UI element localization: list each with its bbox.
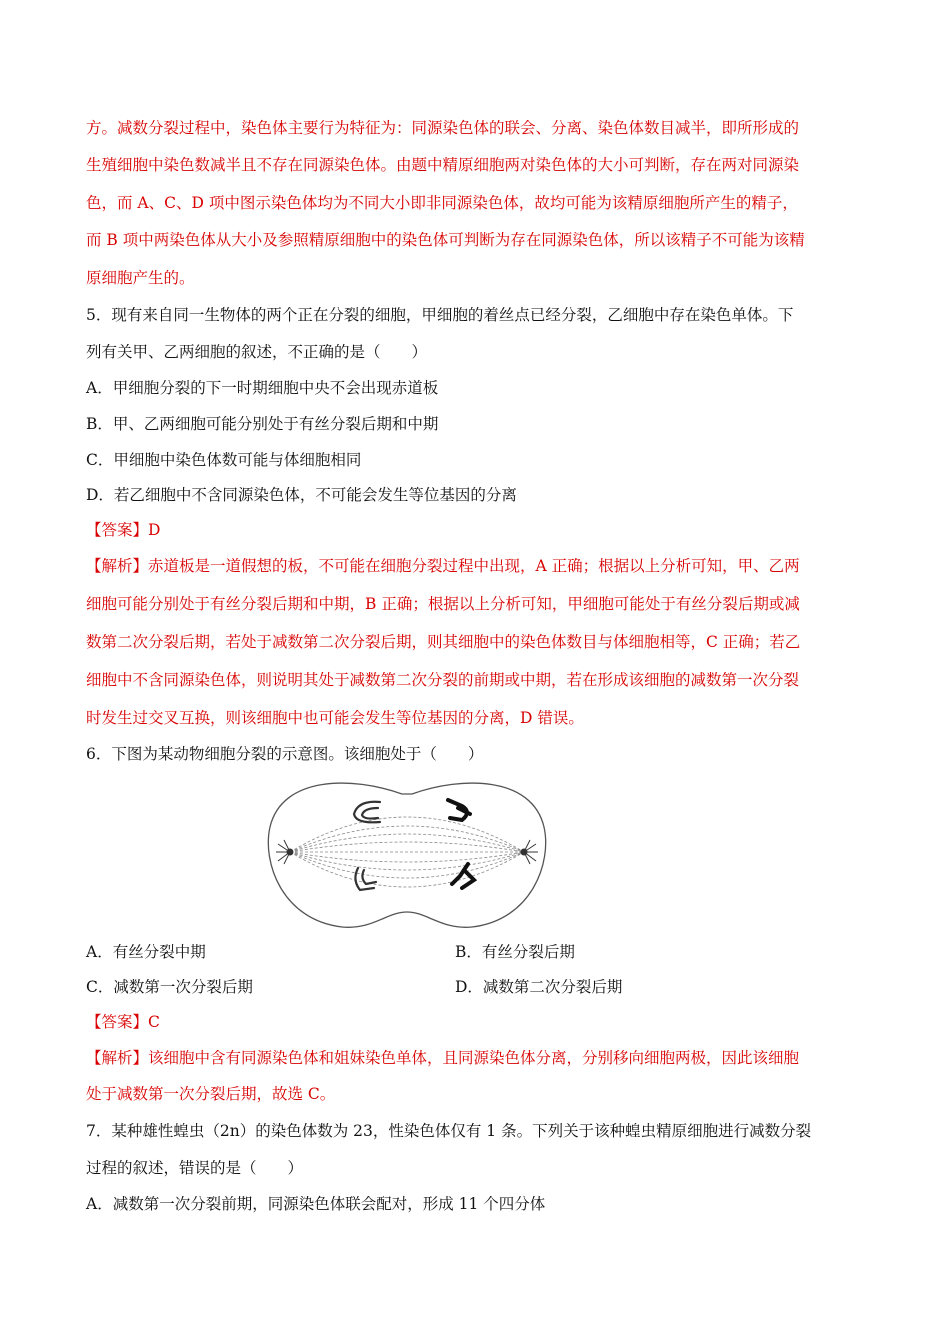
cell-division-figure xyxy=(262,772,552,934)
q5-analysis-line: 【解析】赤道板是一道假想的板，不可能在细胞分裂过程中出现，A 正确；根据以上分析可知，甲、乙两 xyxy=(86,557,800,575)
chromosome-right-bottom xyxy=(452,864,474,888)
chromosome-left-top xyxy=(354,802,380,823)
left-aster xyxy=(276,840,293,864)
spindle-fibers xyxy=(290,817,524,887)
chromosome-left-bottom xyxy=(355,868,376,890)
q7-stem-line: 过程的叙述，错误的是（ ） xyxy=(86,1159,304,1177)
q6-option-b: B．有丝分裂后期 xyxy=(455,943,575,961)
q5-analysis-line: 细胞可能分别处于有丝分裂后期和中期，B 正确；根据以上分析可知，甲细胞可能处于有丝分裂后期或减 xyxy=(86,595,800,613)
chromosome-right-top xyxy=(448,800,470,820)
q6-option-c: C．减数第一次分裂后期 xyxy=(86,978,253,996)
explanation-line: 色，而 A、C、D 项中图示染色体均为不同大小即非同源染色体，故均可能为该精原细胞所产生的精子， xyxy=(86,194,798,212)
q5-analysis-line: 时发生过交叉互换，则该细胞中也可能会发生等位基因的分离，D 错误。 xyxy=(86,709,584,727)
q7-option-a: A．减数第一次分裂前期，同源染色体联会配对，形成 11 个四分体 xyxy=(86,1195,546,1213)
q5-option-b: B．甲、乙两细胞可能分别处于有丝分裂后期和中期 xyxy=(86,415,439,433)
q5-option-c: C．甲细胞中染色体数可能与体细胞相同 xyxy=(86,451,362,469)
explanation-line: 而 B 项中两染色体从大小及参照精原细胞中的染色体可判断为存在同源染色体，所以该精子不可能为该精 xyxy=(86,231,805,249)
q5-stem-line: 列有关甲、乙两细胞的叙述，不正确的是（ ） xyxy=(86,343,428,361)
q5-analysis-line: 细胞中不含同源染色体，则说明其处于减数第二次分裂的前期或中期，若在形成该细胞的减数第一次分裂 xyxy=(86,671,800,689)
q6-stem: 6．下图为某动物细胞分裂的示意图。该细胞处于（ ） xyxy=(86,745,484,763)
q6-answer: 【答案】C xyxy=(86,1013,160,1031)
right-aster xyxy=(521,840,538,864)
q6-option-d: D．减数第二次分裂后期 xyxy=(455,978,623,996)
q5-analysis-line: 数第二次分裂后期，若处于减数第二次分裂后期，则其细胞中的染色体数目与体细胞相等，C 正确；若乙 xyxy=(86,633,801,651)
q7-stem-line: 7．某种雄性蝗虫（2n）的染色体数为 23，性染色体仅有 1 条。下列关于该种蝗虫精原细胞进行减数分裂 xyxy=(86,1122,812,1140)
explanation-line: 方。减数分裂过程中，染色体主要行为特征为：同源染色体的联会、分离、染色体数目减半，即所形成的 xyxy=(86,119,800,137)
q5-option-a: A．甲细胞分裂的下一时期细胞中央不会出现赤道板 xyxy=(86,379,439,397)
q5-answer: 【答案】D xyxy=(86,521,161,539)
q5-option-d: D．若乙细胞中不含同源染色体，不可能会发生等位基因的分离 xyxy=(86,486,517,504)
q6-option-a: A．有丝分裂中期 xyxy=(86,943,206,961)
explanation-line: 原细胞产生的。 xyxy=(86,269,195,287)
q6-analysis-line: 处于减数第一次分裂后期，故选 C。 xyxy=(86,1085,336,1103)
q5-stem-line: 5．现有来自同一生物体的两个正在分裂的细胞，甲细胞的着丝点已经分裂，乙细胞中存在染色单体。下 xyxy=(86,306,794,324)
q6-analysis-line: 【解析】该细胞中含有同源染色体和姐妹染色单体，且同源染色体分离，分别移向细胞两极，因此该细胞 xyxy=(86,1049,800,1067)
explanation-line: 生殖细胞中染色数减半且不存在同源染色体。由题中精原细胞两对染色体的大小可判断，存在两对同源染 xyxy=(86,156,800,174)
